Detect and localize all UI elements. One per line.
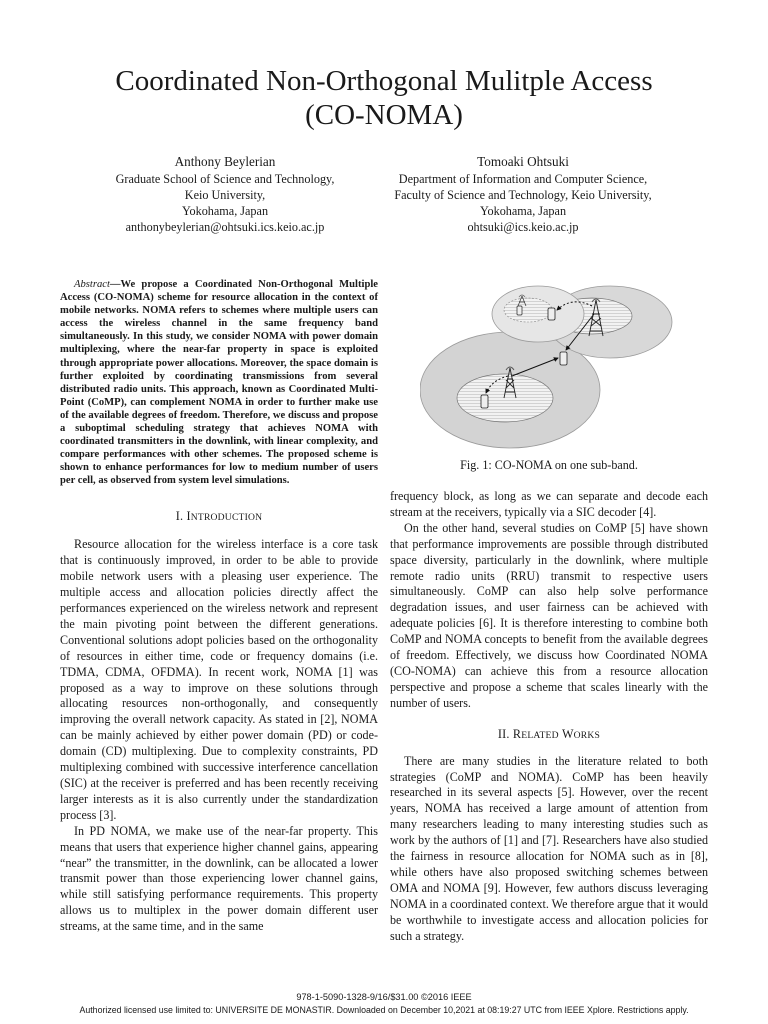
author-block-2 bbox=[380, 154, 666, 236]
license-footer: Authorized licensed use limited to: UNIVERSITE DE MONASTIR. Downloaded on December 10,2021 at 08:19:27 UTC from IEEE Xplore. Restrictions apply. bbox=[79, 1005, 689, 1015]
title-line-1: Coordinated Non-Orthogonal Mulitple Access bbox=[115, 65, 653, 97]
abstract-label: Abstract bbox=[74, 279, 110, 290]
author-email: ohtsuki@ics.keio.ac.jp bbox=[467, 219, 579, 234]
abstract bbox=[60, 278, 378, 488]
user-phone-icon bbox=[548, 308, 555, 320]
section-heading-introduction: I. INTRODUCTION bbox=[175, 508, 263, 523]
copyright-footer: 978-1-5090-1328-9/16/$31.00 ©2016 IEEE bbox=[296, 992, 472, 1002]
body-paragraph: Resource allocation for the wireless interface is a core task that is continuously improved, in order to be able to provide mobile network users with a pleasing user experience. The multiple access and allocation policies directly affect the performances experienced on the wireless network and represent the main pivoting point between the different generations. Conventional solutions adopt policies based on the orthogonality of resources in either time, code or frequency domains (i.e. TDMA, CDMA, OFDMA). In recent work, NOMA [1] was proposed as a way to improve on these solutions through allocating resources non-orthogonally, and consequently improving the overall network capacity. As stated in [2], NOMA can be mainly achieved by either power domain (PD) or code-domain (CD) multiplexing. Due to complexity constraints, PD multiplexing combined with successive interference cancellation (SIC) at the receiver is preferred and has been recently receiving larger interests as it is also currently under the standardization process [3]. bbox=[60, 537, 378, 822]
user-phone-icon bbox=[560, 352, 567, 365]
paper-title bbox=[60, 64, 708, 132]
author-affiliation: Department of Information and Computer Science, bbox=[398, 171, 648, 186]
figure-caption: Fig. 1: CO-NOMA on one sub-band. bbox=[460, 458, 638, 472]
body-paragraph-continued: frequency block, as long as we can separate and decode each stream at the receivers, typically via a SIC decoder [4]. bbox=[390, 489, 708, 519]
section-heading-related-works: II. RELATED WORKS bbox=[497, 726, 601, 741]
author-affiliation: Faculty of Science and Technology, Keio University, bbox=[394, 187, 652, 202]
figure-co-noma-diagram bbox=[420, 280, 680, 450]
author-location: Yokohama, Japan bbox=[479, 203, 567, 218]
body-paragraph: There are many studies in the literature related to both strategies (CoMP and NOMA). CoMP has been heavily researched in its several aspects [5]. However, over the recent years, NOMA has received a large amount of attention from many researchers leading to many interesting studies such as work by the authors of [1] and [7]. Researchers have also studied the fairness in resource allocation for NOMA such as in [8], while others have also proposed switching schemes between OMA and NOMA [9]. However, few authors discuss leveraging NOMA in a coordinated context. We therefore argue that it would be worthwhile to investigate access and allocation policies for such a strategy. bbox=[390, 753, 708, 943]
cell-small-inner-region bbox=[504, 298, 552, 322]
right-column bbox=[390, 489, 708, 944]
cell-inner-near-region bbox=[457, 374, 553, 422]
body-paragraph: In PD NOMA, we make use of the near-far property. This means that users that experience higher channel gains, appearing “near” the transmitter, in the downlink, can be allocated a lower transmit power than those experiencing lower channel gains, while still satisfying performance requirements. This property allows us to multiplex in the power domain different user streams, at the same time, and in the same bbox=[60, 823, 378, 934]
user-phone-icon bbox=[481, 395, 488, 408]
author-affiliation: Keio University, bbox=[184, 187, 266, 202]
author-location: Yokohama, Japan bbox=[181, 203, 269, 218]
user-phone-icon bbox=[517, 306, 522, 315]
author-name: Anthony Beylerian bbox=[174, 154, 276, 169]
body-paragraph: On the other hand, several studies on CoMP [5] have shown that performance improvements are possible through distributed space diversity, particularly in the downlink, where multiple remote radio units (RRU) transmit to respective users simultaneously. CoMP can also help solve performance degradation issues, and user fairness can be achieved with adequate policies [6]. It is therefore interesting to combine both CoMP and NOMA concepts to benefit from the available degrees of freedom. Effectively, we discuss how Coordinated NOMA (CO-NOMA) can achieve this from a resource allocation perspective and propose a scheme that scales linearly with the number of users. bbox=[390, 520, 708, 710]
left-column bbox=[60, 278, 378, 935]
author-email: anthonybeylerian@ohtsuki.ics.keio.ac.jp bbox=[125, 219, 325, 234]
author-affiliation: Graduate School of Science and Technology, bbox=[115, 171, 335, 186]
title-line-2: (CO-NOMA) bbox=[305, 99, 463, 131]
author-name: Tomoaki Ohtsuki bbox=[477, 154, 569, 169]
abstract-text: —We propose a Coordinated Non-Orthogonal Multiple Access (CO-NOMA) scheme for resource allocation in the context of mobile networks. NOMA refers to schemes where multiple users can access the wireless channel in the same frequency band simultaneously. In this study, we consider NOMA with power domain multiplexing, where the near-far property in space is exploited through appropriate power allocations. Moreover, the space domain is further exploited by coordinating transmissions from several distributed radio units. This approach, known as Coordinated Multi-Point (CoMP), can complement NOMA in order to further make use of the available degrees of freedom. Therefore, we discuss and propose a suboptimal scheduling strategy that achieves NOMA with coordinated transmitters in the downlink, with linear complexity, and compare performances with other schemes. The proposed scheme is shown to enhance performances for low to medium number of users per cell, as observed from system level simulations. bbox=[60, 279, 378, 487]
author-block-1 bbox=[90, 154, 360, 236]
